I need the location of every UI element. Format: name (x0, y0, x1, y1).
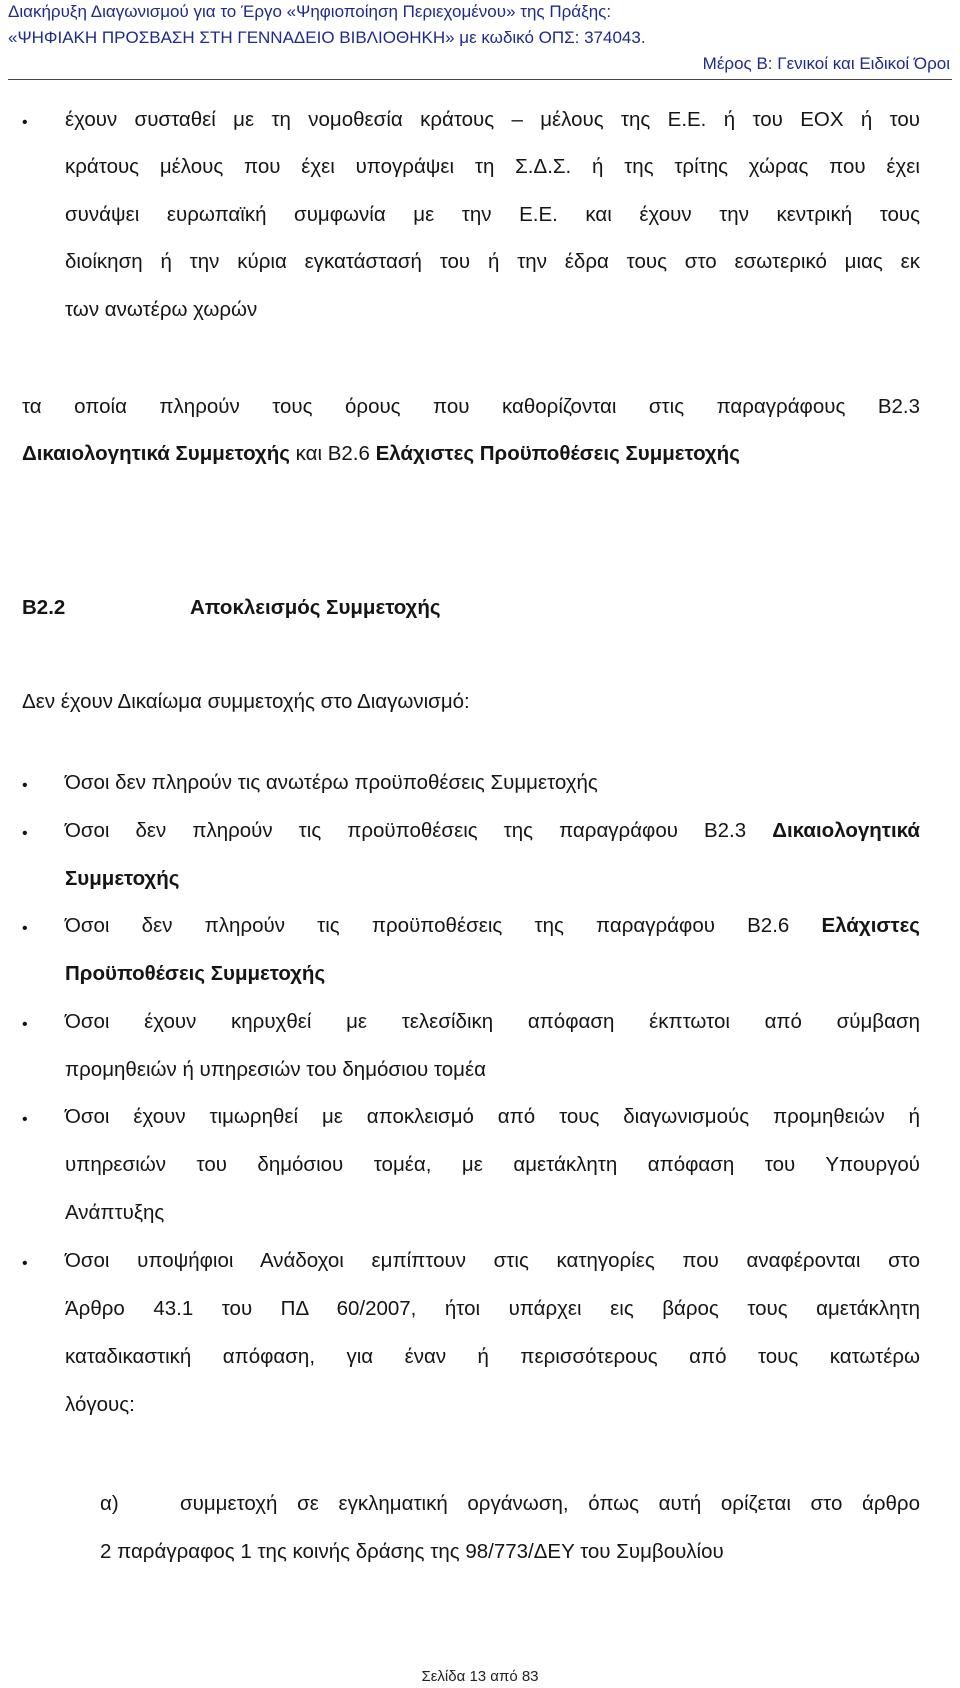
item-label: α) (100, 1492, 119, 1515)
intro-bullet-line: κράτους μέλους που έχει υπογράψει τη Σ.Δ.Σ. ή της τρίτης χώρας που έχει (65, 155, 920, 178)
reference-minimum-requirements: Ελάχιστες Προϋποθέσεις Συμμετοχής (375, 442, 740, 465)
header-part-label: Μέρος Β: Γενικοί και Ειδικοί Όροι (702, 54, 950, 73)
header-divider (8, 79, 952, 80)
header-title-line2: «ΨΗΦΙΑΚΗ ΠΡΟΣΒΑΣΗ ΣΤΗ ΓΕΝΝΑΔΕΙΟ ΒΙΒΛΙΟΘΗΚΗ» με κωδικό ΟΠΣ: 374043. (8, 28, 646, 47)
bullet-marker: • (22, 777, 28, 794)
section-number: Β2.2 (22, 596, 66, 619)
reference-participation-documents: Δικαιολογητικά Συμμετοχής (22, 442, 290, 465)
list-item (65, 819, 920, 843)
list-item: Όσοι έχουν τιμωρηθεί με αποκλεισμό από τους διαγωνισμούς προμηθειών ή (65, 1105, 920, 1128)
bullet-marker: • (22, 920, 28, 937)
header-title-line1: Διακήρυξη Διαγωνισμού για το Έργο «Ψηφιοποίηση Περιεχομένου» της Πράξης: (8, 2, 612, 21)
list-item: Όσοι υποψήφιοι Ανάδοχοι εμπίπτουν στις κατηγορίες που αναφέρονται στο (65, 1249, 920, 1272)
intro-bullet-line: συνάψει ευρωπαϊκή συμφωνία με την Ε.Ε. και έχουν την κεντρική τους (65, 203, 920, 226)
list-item-reference-cont: Συμμετοχής (65, 867, 180, 890)
bullet-marker: • (22, 1111, 28, 1128)
list-item-reference: Δικαιολογητικά (772, 819, 920, 842)
list-item-cont: καταδικαστική απόφαση, για έναν ή περισσότερους από τους κατωτέρω (65, 1345, 920, 1368)
intro-bullet-line: διοίκηση ή την κύρια εγκατάστασή του ή την έδρα τους στο εσωτερικό μιας εκ (65, 250, 920, 273)
list-item-cont: υπηρεσιών του δημόσιου τομέα, με αμετάκλητη απόφαση του Υπουργού (65, 1153, 920, 1176)
list-item-text: Όσοι δεν πληρούν τις προϋποθέσεις της παραγράφου Β2.3 (65, 819, 747, 842)
list-item: Όσοι έχουν κηρυχθεί με τελεσίδικη απόφαση έκπτωτοι από σύμβαση (65, 1010, 920, 1033)
list-item (65, 914, 920, 938)
bullet-marker: • (22, 1016, 28, 1033)
list-item-cont: λόγους: (65, 1393, 135, 1416)
list-item-cont: προμηθειών ή υπηρεσιών του δημόσιου τομέα (65, 1058, 486, 1081)
list-item-cont: Ανάπτυξης (65, 1201, 165, 1224)
intro-bullet-line: έχουν συσταθεί με τη νομοθεσία κράτους – μέλους της Ε.Ε. ή του ΕΟΧ ή του (65, 108, 920, 131)
paragraph-connector: και Β2.6 (289, 442, 376, 465)
list-item-cont: Άρθρο 43.1 του ΠΔ 60/2007, ήτοι υπάρχει εις βάρος τους αμετάκλητη (65, 1297, 920, 1320)
paragraph-line: τα οποία πληρούν τους όρους που καθορίζονται στις παραγράφους Β2.3 (22, 395, 920, 418)
list-item-reference-cont: Προϋποθέσεις Συμμετοχής (65, 962, 326, 985)
intro-bullet-line: των ανωτέρω χωρών (65, 298, 258, 321)
page-number: Σελίδα 13 από 83 (421, 1668, 539, 1685)
list-item-reference: Ελάχιστες (821, 914, 920, 937)
item-text: συμμετοχή σε εγκληματική οργάνωση, όπως αυτή ορίζεται στο άρθρο (180, 1492, 920, 1515)
bullet-marker: • (22, 114, 28, 131)
list-item-text: Όσοι δεν πληρούν τις προϋποθέσεις της παραγράφου Β2.6 (65, 914, 790, 937)
bullet-marker: • (22, 825, 28, 842)
section-title: Αποκλεισμός Συμμετοχής (190, 596, 441, 619)
list-item: Όσοι δεν πληρούν τις ανωτέρω προϋποθέσεις Συμμετοχής (65, 771, 598, 794)
bullet-marker: • (22, 1255, 28, 1272)
item-text-cont: 2 παράγραφος 1 της κοινής δράσης της 98/773/ΔΕΥ του Συμβουλίου (100, 1540, 724, 1563)
paragraph-line (22, 442, 740, 466)
page-header (0, 0, 960, 80)
section-intro: Δεν έχουν Δικαίωμα συμμετοχής στο Διαγωνισμό: (22, 690, 470, 713)
